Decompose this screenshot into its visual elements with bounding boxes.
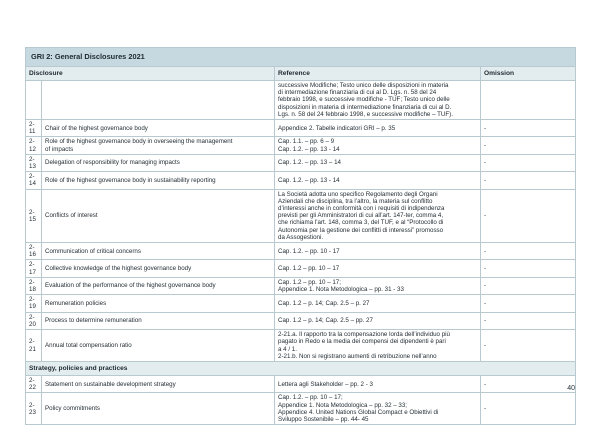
column-header-reference: Reference [275,67,481,81]
reference-cell: Cap. 1.2 – p. 14; Cap. 2.5 – p. 27 [275,295,481,312]
disclosure-code: 2-12 [26,137,42,154]
disclosure-code: 2-16 [26,243,42,260]
table-row [26,137,576,154]
disclosure-title: Policy commitments [42,393,275,425]
disclosure-title: Role of the highest governance body in overseeing the management of impacts [42,137,275,154]
disclosure-code: 2-21 [26,330,42,362]
table-title: GRI 2: General Disclosures 2021 [26,48,576,67]
table-row [26,172,576,189]
reference-cell: Cap. 1.2 – pp. 10 – 17 [275,260,481,277]
omission-cell: - [481,295,576,312]
table-row [26,260,576,277]
reference-cell: La Società adotta uno specifico Regolamento degli Organi Aziendali che disciplina, tra l’altro, la materia sul conflitto d’interessi anche in conformità con i requisiti di indipendenza previsti per gli Amministratori di cui all’art. 147-ter, comma 4, che richiama l’art. 148, comma 3, del TUF, e al “Protocollo di Autonomia per la gestione dei conflitti di interessi” promosso da Assogestioni. [275,189,481,242]
column-header-omission: Omission [481,67,576,81]
omission-cell: - [481,277,576,294]
disclosure-code: 2-19 [26,295,42,312]
omission-cell: - [481,260,576,277]
disclosure-title: Communication of critical concerns [42,243,275,260]
omission-cell: - [481,375,576,392]
reference-cell: 2-21.a. Il rapporto tra la compensazione lorda dell’individuo più pagato in Redo e la media dei compensi dei dipendenti è pari a 4 / 1. 2-21.b. Non si registrano aumenti di retribuzione nell’anno [275,330,481,362]
table-row [26,295,576,312]
disclosure-title: Remuneration policies [42,295,275,312]
gri-disclosures-table [25,47,576,425]
page-number: 40 [567,385,575,392]
disclosure-code: 2-17 [26,260,42,277]
section-header-row [26,361,576,375]
disclosure-code: 2-15 [26,189,42,242]
reference-cell: Cap. 1.2. – pp. 13 - 14 [275,172,481,189]
disclosure-code: 2-11 [26,120,42,137]
disclosure-code: 2-18 [26,277,42,294]
disclosure-title: Statement on sustainable development strategy [42,375,275,392]
disclosure-title: Collective knowledge of the highest governance body [42,260,275,277]
disclosure-code: 2-23 [26,393,42,425]
section-header: Strategy, policies and practices [26,361,576,375]
table-row [26,189,576,242]
disclosure-code: 2-20 [26,312,42,329]
table-row [26,393,576,425]
reference-cell: Cap. 1.2 – pp. 10 – 17; Appendice 1. Nota Metodologica – pp. 31 - 33 [275,277,481,294]
table-row [26,312,576,329]
omission-cell: - [481,243,576,260]
table-row-continued [26,81,576,120]
reference-cell: Cap. 1.2. – pp. 13 – 14 [275,154,481,171]
reference-cell: Cap. 1.2 – p. 14; Cap. 2.5 – pp. 27 [275,312,481,329]
reference-cell: Appendice 2. Tabelle indicatori GRI – p. 35 [275,120,481,137]
reference-cell: Cap. 1.2. – pp. 10 - 17 [275,243,481,260]
table-row [26,330,576,362]
omission-cell: - [481,137,576,154]
reference-cell: Cap. 1.2. – pp. 10 – 17; Appendice 1. Nota Metodologica – pp. 32 – 33; Appendice 4. United Nations Global Compact e Obiettivi di Sviluppo Sostenibile – pp. 44- 45 [275,393,481,425]
omission-cell: - [481,172,576,189]
disclosure-title: Process to determine remuneration [42,312,275,329]
table-row [26,120,576,137]
disclosure-title: Conflicts of interest [42,189,275,242]
omission-cell: - [481,154,576,171]
disclosure-code: 2-13 [26,154,42,171]
reference-cell-continued: successive Modifiche; Testo unico delle disposizioni in materia di intermediazione finanziaria di cui al D. Lgs. n. 58 del 24 febbraio 1998, e successive modifiche - TUF; Testo unico delle disposizioni in materia di intermediazione finanziaria di cui al D. Lgs. n. 58 del 24 febbraio 1998, e successive modifiche – TUF). [275,81,481,120]
reference-cell: Lettera agli Stakeholder – pp. 2 - 3 [275,375,481,392]
omission-cell: - [481,312,576,329]
disclosure-code: 2-22 [26,375,42,392]
disclosure-title: Delegation of responsibility for managing impacts [42,154,275,171]
disclosure-title: Role of the highest governance body in sustainability reporting [42,172,275,189]
table-row [26,243,576,260]
table-row [26,154,576,171]
omission-cell: - [481,393,576,425]
reference-cell: Cap. 1.1. – pp. 6 – 9 Cap. 1.2. – pp. 13 - 14 [275,137,481,154]
disclosure-code: 2-14 [26,172,42,189]
disclosure-title: Chair of the highest governance body [42,120,275,137]
table-row [26,375,576,392]
table-row [26,277,576,294]
omission-cell: - [481,189,576,242]
omission-cell: - [481,330,576,362]
column-header-disclosure: Disclosure [26,67,275,81]
disclosure-title: Annual total compensation ratio [42,330,275,362]
omission-cell: - [481,120,576,137]
disclosure-title: Evaluation of the performance of the highest governance body [42,277,275,294]
